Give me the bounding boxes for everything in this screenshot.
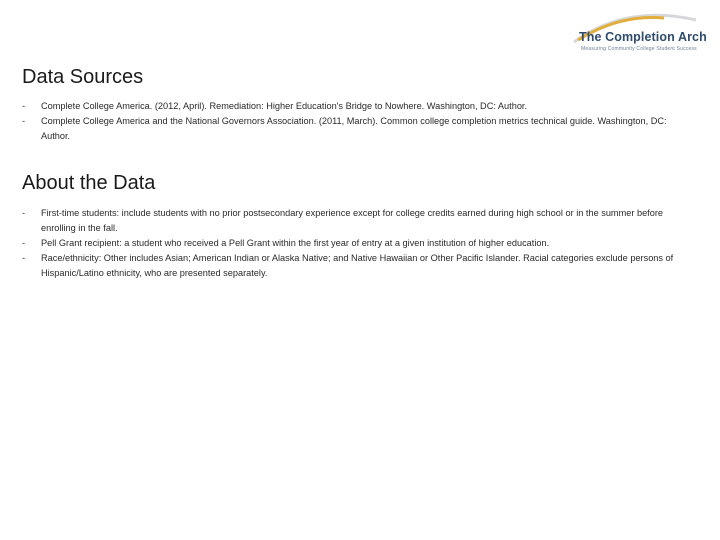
definition-text: Race/ethnicity: Other includes Asian; American Indian or Alaska Native; and Native Hawaiian or Other Pacific Islander. Racial categories exclude persons of Hispanic/Latino ethnicity, who are presented separately.	[41, 253, 674, 278]
list-item	[22, 114, 690, 144]
bullet-dash: -	[22, 238, 26, 248]
logo-title: The Completion Arch	[579, 30, 707, 44]
definition-text: First-time students: include students with no prior postsecondary experience except for college credits earned during high school or in the summer before enrolling in the fall.	[41, 208, 664, 233]
bullet-dash: -	[22, 116, 26, 126]
logo-tagline: Measuring Community College Student Success	[581, 46, 697, 52]
bullet-dash: -	[22, 253, 26, 263]
bullet-dash: -	[22, 101, 26, 111]
definition-text: Pell Grant recipient: a student who received a Pell Grant within the first year of entry at a given institution of higher education.	[41, 238, 550, 248]
bullet-dash: -	[22, 208, 26, 218]
completion-arch-logo	[572, 12, 712, 60]
data-sources-list	[22, 99, 690, 144]
list-item	[22, 251, 690, 281]
list-item	[22, 206, 690, 236]
about-data-heading: About the Data	[22, 172, 156, 194]
list-item	[22, 99, 690, 114]
source-citation: Complete College America and the National Governors Association. (2011, March). Common college completion metrics technical guide. Washington, DC: Author.	[41, 116, 667, 141]
list-item	[22, 236, 690, 251]
source-citation: Complete College America. (2012, April). Remediation: Higher Education's Bridge to Nowhere. Washington, DC: Author.	[41, 101, 528, 111]
data-sources-heading: Data Sources	[22, 66, 144, 88]
about-data-list	[22, 206, 690, 281]
